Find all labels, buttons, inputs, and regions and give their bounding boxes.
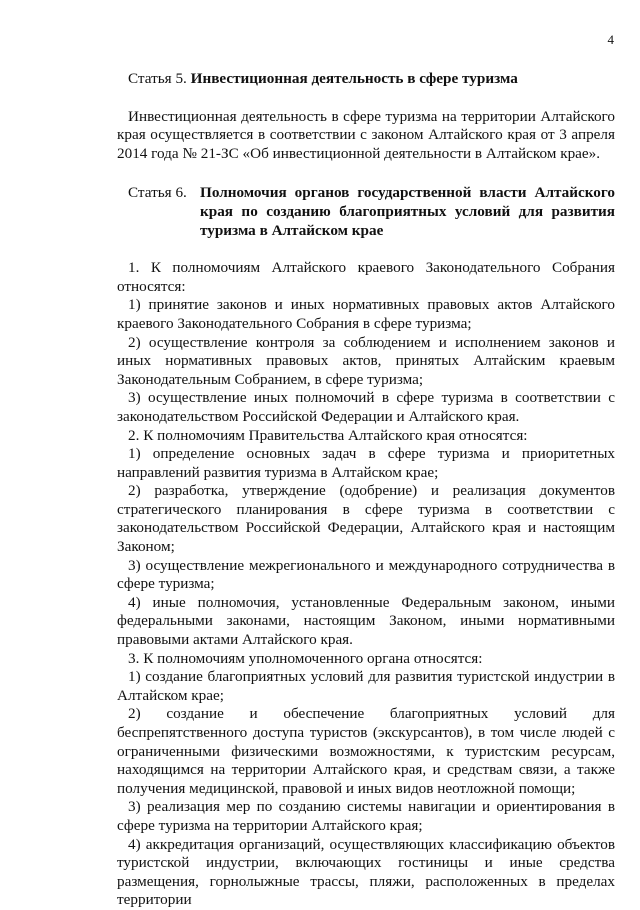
- article-5-title: Инвестиционная деятельность в сфере туризма: [190, 70, 518, 87]
- article-6-label: Статья 6.: [128, 184, 187, 202]
- paragraph-3-4: 4) аккредитация организаций, осуществляющих классификацию объектов туристской индустрии, включающих гостиницы и иные средства размещения, горнолыжные трассы, пляжи, расположенных в пределах территории: [117, 835, 615, 909]
- paragraph-3-2: 2) создание и обеспечение благоприятных условий для беспрепятственного доступа туристов (экскурсантов), в том числе людей с ограниченными физическими возможностями, к туристским ресурсам, находящимся на территории Алтайского края, и средствам связи, а также получения медицинской, правовой и иных видов неотложной помощи;: [117, 705, 615, 797]
- paragraph-1-3: 3) осуществление иных полномочий в сфере туризма в соответствии с законодательством Российской Федерации и Алтайского края.: [117, 389, 615, 425]
- paragraph-2: 2. К полномочиям Правительства Алтайского края относятся:: [128, 426, 528, 444]
- paragraph-1-2: 2) осуществление контроля за соблюдением и исполнением законов и иных нормативных правовых актов, принятых Алтайским краевым Законодательным Собранием, в сфере туризма;: [117, 333, 615, 388]
- paragraph-2-1: 1) определение основных задач в сфере туризма и приоритетных направлений развития туризма в Алтайском крае;: [117, 445, 615, 481]
- paragraph-1: 1. К полномочиям Алтайского краевого Законодательного Собрания относятся:: [117, 259, 615, 295]
- page-number: 4: [607, 32, 614, 47]
- document-body: [117, 70, 615, 910]
- paragraph-2-2: 2) разработка, утверждение (одобрение) и реализация документов стратегического планирования в сфере туризма в соответствии с законодательством Российской Федерации, Алтайского края и настоящим Законом;: [117, 482, 615, 556]
- paragraph-3-3: 3) реализация мер по созданию системы навигации и ориентирования в сфере туризма на территории Алтайского края;: [117, 798, 615, 834]
- paragraph-1-1: 1) принятие законов и иных нормативных правовых актов Алтайского краевого Законодательного Собрания в сфере туризма;: [117, 296, 615, 332]
- article-6-heading: [117, 184, 615, 240]
- article-6-title: Полномочия органов государственной власти Алтайского края по созданию благоприятных условий для развития туризма в Алтайском крае: [200, 184, 615, 239]
- article-5-heading: [117, 70, 615, 89]
- paragraph-3: 3. К полномочиям уполномоченного органа относятся:: [128, 649, 483, 667]
- paragraph-2-3: 3) осуществление межрегионального и международного сотрудничества в сфере туризма;: [117, 556, 615, 593]
- article-5-label: Статья 5.: [128, 70, 187, 87]
- paragraph-3-1: 1) создание благоприятных условий для развития туристской индустрии в Алтайском крае;: [117, 668, 615, 704]
- paragraph-2-4: 4) иные полномочия, установленные Федеральным законом, иными федеральными законами, настоящим Законом, иными нормативными правовыми актами Алтайского края.: [117, 593, 615, 649]
- article-5-text: Инвестиционная деятельность в сфере туризма на территории Алтайского края осуществляется в соответствии с законом Алтайского края от 3 апреля 2014 года № 21-ЗС «Об инвестиционной деятельности в Алтайском крае».: [117, 107, 615, 162]
